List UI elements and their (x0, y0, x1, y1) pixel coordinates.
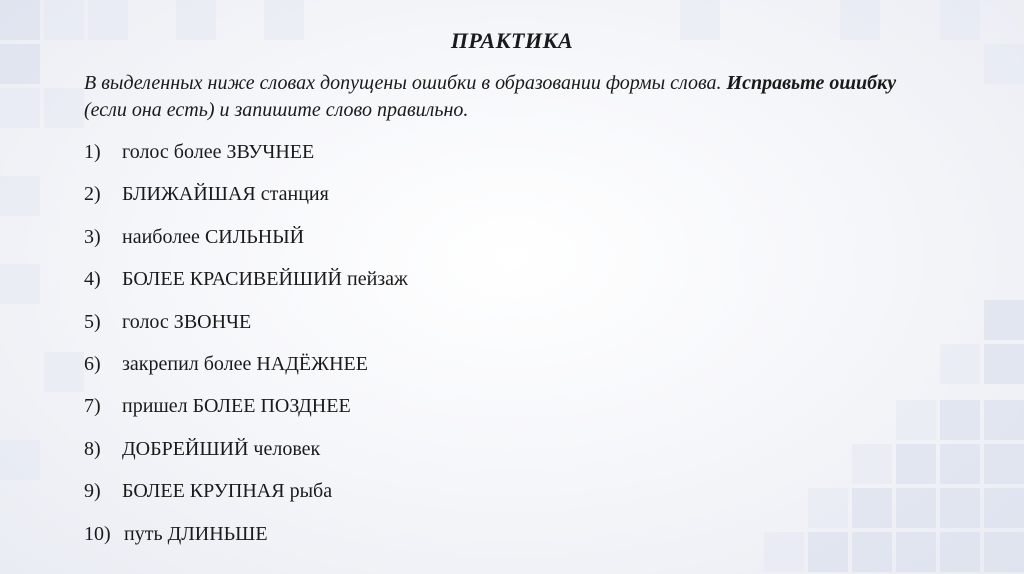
item-text-before: голос более (122, 141, 227, 163)
item-text-before: голос (122, 310, 174, 333)
exercise-item (84, 182, 408, 224)
item-number: 10) (84, 522, 111, 545)
item-highlighted-word: БОЛЕЕ КРАСИВЕЙШИЙ (122, 268, 342, 291)
item-highlighted-word: СИЛЬНЫЙ (204, 225, 305, 248)
exercise-list (84, 140, 408, 564)
item-highlighted-word: БОЛЕЕ КРУПНАЯ (122, 480, 285, 503)
item-number: 6) (84, 352, 101, 375)
instruction-text-end: (если она есть) и запишите слово правильно. (84, 99, 469, 121)
exercise-item (84, 352, 408, 394)
item-number: 4) (84, 268, 101, 291)
item-highlighted-word: БЛИЖАЙШАЯ (122, 183, 256, 206)
slide-title: ПРАКТИКА (450, 28, 574, 53)
exercise-item (84, 310, 408, 352)
item-number: 9) (84, 480, 101, 503)
item-text-before: пришел (122, 395, 193, 418)
item-number: 1) (84, 141, 101, 163)
item-number: 3) (84, 225, 101, 248)
exercise-item (84, 437, 408, 479)
item-text-after: станция (255, 183, 329, 206)
item-text-after: человек (248, 437, 321, 460)
item-number: 5) (84, 310, 101, 333)
item-text-before: наиболее (122, 225, 205, 248)
exercise-item (84, 522, 408, 564)
item-number: 8) (84, 437, 101, 460)
item-text-after: рыба (284, 480, 333, 503)
instruction-emphasis: Исправьте ошибку (726, 72, 897, 94)
item-text-before: путь (124, 522, 168, 545)
exercise-item (84, 225, 408, 267)
task-instruction (84, 70, 904, 124)
item-highlighted-word: ЗВУЧНЕЕ (226, 141, 315, 163)
item-number: 7) (84, 395, 101, 418)
item-number: 2) (84, 183, 101, 206)
item-highlighted-word: ДЛИНЬШЕ (167, 522, 268, 545)
item-highlighted-word: НАДЁЖНЕЕ (256, 352, 368, 375)
exercise-item (84, 479, 408, 521)
item-text-before: закрепил более (122, 352, 257, 375)
exercise-item (84, 140, 408, 182)
item-highlighted-word: ЗВОНЧЕ (173, 310, 252, 333)
item-highlighted-word: БОЛЕЕ ПОЗДНЕЕ (192, 395, 351, 418)
instruction-text: В выделенных ниже словах допущены ошибки в образовании формы слова. (84, 72, 727, 94)
exercise-item (84, 394, 408, 436)
item-text-after: пейзаж (342, 268, 408, 291)
exercise-item (84, 267, 408, 309)
item-highlighted-word: ДОБРЕЙШИЙ (122, 437, 249, 460)
